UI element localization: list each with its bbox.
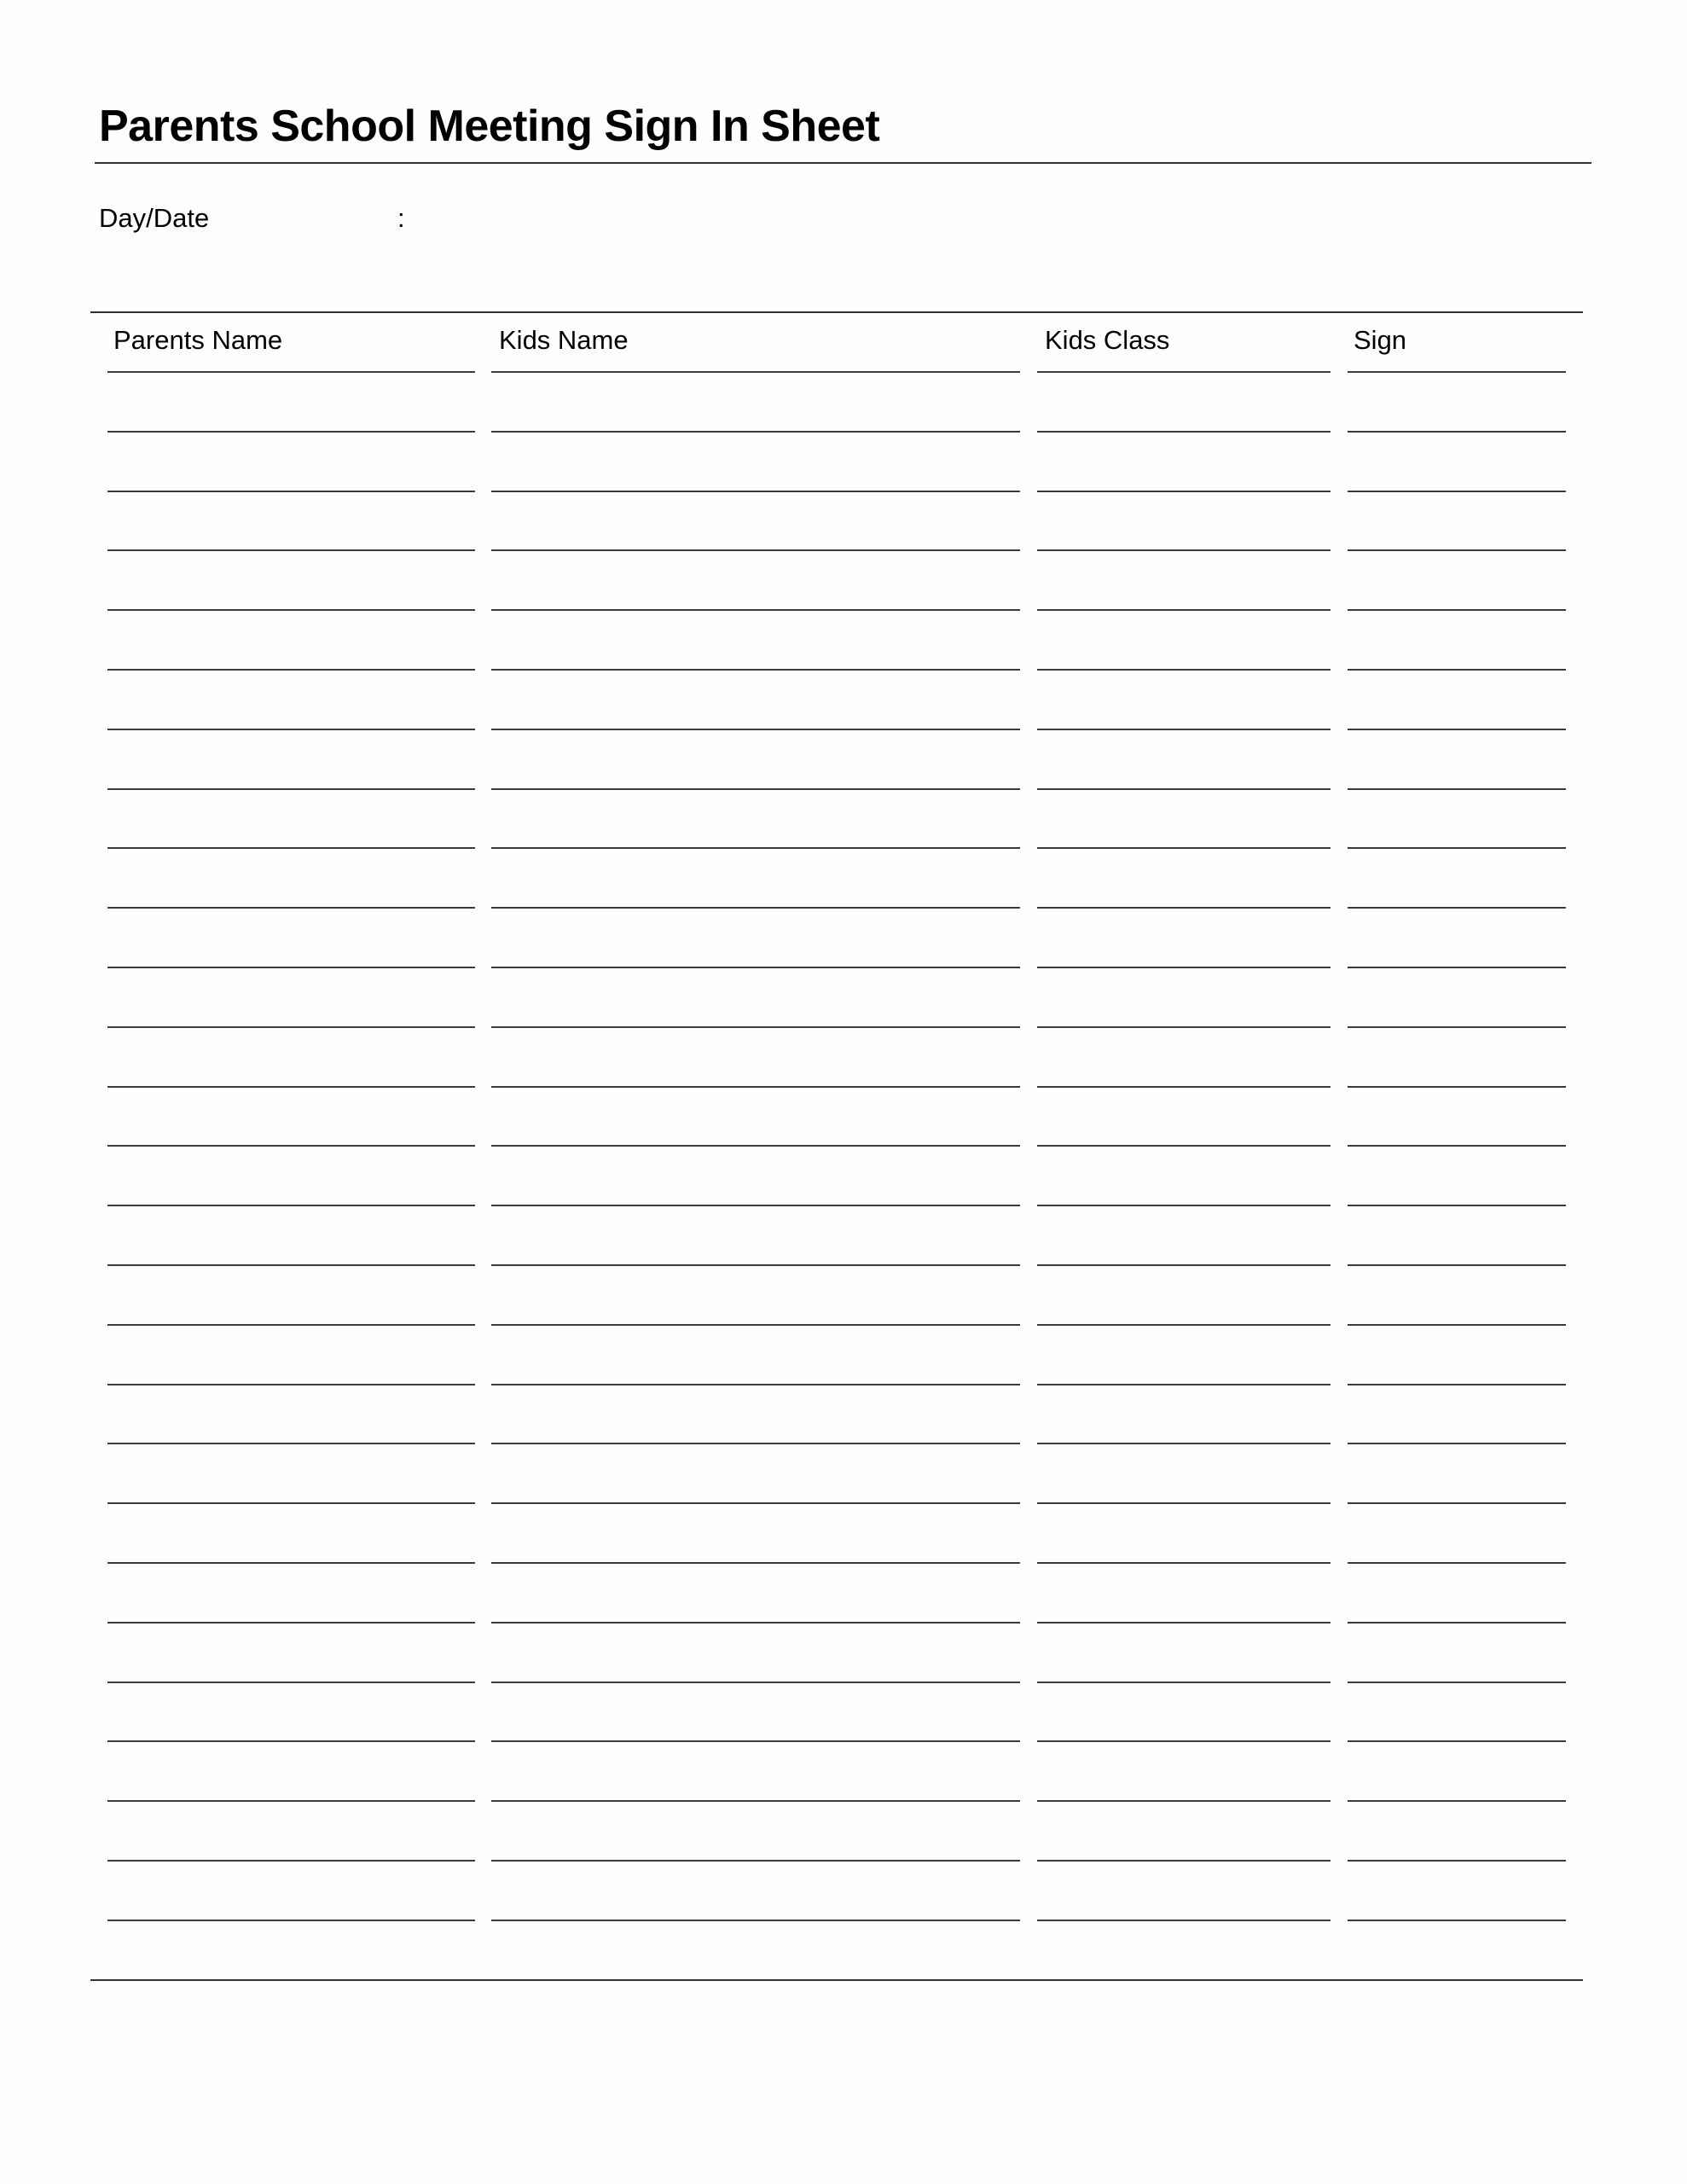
entry-field-kids-name[interactable] xyxy=(491,788,1020,790)
entry-field-sign[interactable] xyxy=(1348,1384,1566,1385)
entry-field-parents-name[interactable] xyxy=(107,1324,475,1326)
entry-field-kids-name[interactable] xyxy=(491,1205,1020,1206)
column-header-parents-name: Parents Name xyxy=(113,325,283,355)
entry-field-kids-class[interactable] xyxy=(1037,1145,1330,1147)
entry-field-sign[interactable] xyxy=(1348,1740,1566,1742)
entry-field-sign[interactable] xyxy=(1348,847,1566,849)
date-separator: : xyxy=(397,203,405,233)
entry-field-kids-name[interactable] xyxy=(491,847,1020,849)
entry-field-kids-name[interactable] xyxy=(491,491,1020,492)
entry-field-parents-name[interactable] xyxy=(107,1264,475,1266)
entry-field-kids-class[interactable] xyxy=(1037,431,1330,433)
date-label: Day/Date xyxy=(99,203,210,233)
entry-field-kids-class[interactable] xyxy=(1037,1860,1330,1862)
entry-field-kids-class[interactable] xyxy=(1037,967,1330,968)
date-field[interactable] xyxy=(426,203,938,237)
entry-field-kids-name[interactable] xyxy=(491,1086,1020,1088)
entry-field-parents-name[interactable] xyxy=(107,549,475,551)
entry-field-kids-class[interactable] xyxy=(1037,788,1330,790)
entry-field-parents-name[interactable] xyxy=(107,1682,475,1683)
entry-field-parents-name[interactable] xyxy=(107,729,475,730)
entry-field-kids-class[interactable] xyxy=(1037,1264,1330,1266)
entry-field-parents-name[interactable] xyxy=(107,1622,475,1623)
entry-field-kids-class[interactable] xyxy=(1037,1026,1330,1028)
entry-field-kids-name[interactable] xyxy=(491,1682,1020,1683)
entry-field-parents-name[interactable] xyxy=(107,1145,475,1147)
entry-field-kids-class[interactable] xyxy=(1037,609,1330,611)
entry-field-kids-name[interactable] xyxy=(491,669,1020,671)
entry-field-parents-name[interactable] xyxy=(107,1384,475,1385)
entry-field-parents-name[interactable] xyxy=(107,1800,475,1802)
page-title: Parents School Meeting Sign In Sheet xyxy=(99,102,880,151)
entry-field-parents-name[interactable] xyxy=(107,1740,475,1742)
entry-field-parents-name[interactable] xyxy=(107,431,475,433)
entry-field-kids-name[interactable] xyxy=(491,1622,1020,1623)
entry-field-sign[interactable] xyxy=(1348,1860,1566,1862)
entry-field-parents-name[interactable] xyxy=(107,1443,475,1444)
entry-field-parents-name[interactable] xyxy=(107,1086,475,1088)
entry-field-kids-name[interactable] xyxy=(491,907,1020,909)
entry-field-sign[interactable] xyxy=(1348,1145,1566,1147)
entry-field-sign[interactable] xyxy=(1348,1443,1566,1444)
entry-field-kids-name[interactable] xyxy=(491,1145,1020,1147)
column-header-kids-name: Kids Name xyxy=(499,325,629,355)
entry-field-kids-class[interactable] xyxy=(1037,729,1330,730)
title-rule xyxy=(95,162,1591,164)
entry-field-sign[interactable] xyxy=(1348,1800,1566,1802)
entry-field-kids-class[interactable] xyxy=(1037,1920,1330,1921)
entry-field-kids-name[interactable] xyxy=(491,1502,1020,1504)
entry-field-kids-class[interactable] xyxy=(1037,1086,1330,1088)
entry-field-kids-name[interactable] xyxy=(491,431,1020,433)
entry-field-kids-name[interactable] xyxy=(491,1562,1020,1564)
entry-field-kids-name[interactable] xyxy=(491,609,1020,611)
entry-field-sign[interactable] xyxy=(1348,729,1566,730)
entry-field-sign[interactable] xyxy=(1348,788,1566,790)
entry-field-parents-name[interactable] xyxy=(107,1562,475,1564)
entry-field-kids-name[interactable] xyxy=(491,1264,1020,1266)
entry-field-parents-name[interactable] xyxy=(107,1502,475,1504)
header-underline-parents-name xyxy=(107,371,475,373)
entry-field-kids-class[interactable] xyxy=(1037,1622,1330,1623)
entry-field-kids-name[interactable] xyxy=(491,1740,1020,1742)
entry-field-sign[interactable] xyxy=(1348,1264,1566,1266)
entry-field-kids-name[interactable] xyxy=(491,1920,1020,1921)
header-underline-kids-class xyxy=(1037,371,1330,373)
entry-field-kids-name[interactable] xyxy=(491,1443,1020,1444)
entry-field-sign[interactable] xyxy=(1348,1086,1566,1088)
entry-field-kids-class[interactable] xyxy=(1037,669,1330,671)
table-top-rule xyxy=(90,311,1583,313)
entry-field-parents-name[interactable] xyxy=(107,491,475,492)
entry-field-sign[interactable] xyxy=(1348,1682,1566,1683)
entry-field-parents-name[interactable] xyxy=(107,1920,475,1921)
entry-field-kids-class[interactable] xyxy=(1037,1205,1330,1206)
entry-field-kids-class[interactable] xyxy=(1037,1502,1330,1504)
entry-field-kids-class[interactable] xyxy=(1037,907,1330,909)
entry-field-parents-name[interactable] xyxy=(107,1860,475,1862)
entry-field-kids-name[interactable] xyxy=(491,967,1020,968)
table-bottom-rule xyxy=(90,1979,1583,1981)
entry-field-kids-name[interactable] xyxy=(491,1860,1020,1862)
entry-field-sign[interactable] xyxy=(1348,1205,1566,1206)
entry-field-parents-name[interactable] xyxy=(107,967,475,968)
entry-field-kids-class[interactable] xyxy=(1037,491,1330,492)
entry-field-parents-name[interactable] xyxy=(107,847,475,849)
entry-field-kids-name[interactable] xyxy=(491,1324,1020,1326)
header-underline-kids-name xyxy=(491,371,1020,373)
entry-field-kids-name[interactable] xyxy=(491,1800,1020,1802)
entry-field-sign[interactable] xyxy=(1348,1026,1566,1028)
entry-field-sign[interactable] xyxy=(1348,491,1566,492)
column-header-kids-class: Kids Class xyxy=(1045,325,1170,355)
entry-field-kids-class[interactable] xyxy=(1037,549,1330,551)
entry-field-kids-class[interactable] xyxy=(1037,1740,1330,1742)
entry-field-sign[interactable] xyxy=(1348,1502,1566,1504)
entry-field-kids-name[interactable] xyxy=(491,549,1020,551)
entry-field-kids-class[interactable] xyxy=(1037,1384,1330,1385)
entry-field-kids-class[interactable] xyxy=(1037,1562,1330,1564)
entry-field-sign[interactable] xyxy=(1348,1562,1566,1564)
entry-field-parents-name[interactable] xyxy=(107,609,475,611)
entry-field-kids-name[interactable] xyxy=(491,1026,1020,1028)
entry-field-sign[interactable] xyxy=(1348,669,1566,671)
entry-field-sign[interactable] xyxy=(1348,431,1566,433)
entry-field-sign[interactable] xyxy=(1348,1622,1566,1623)
entry-field-sign[interactable] xyxy=(1348,907,1566,909)
entry-field-sign[interactable] xyxy=(1348,967,1566,968)
entry-field-sign[interactable] xyxy=(1348,1324,1566,1326)
entry-field-kids-class[interactable] xyxy=(1037,847,1330,849)
entry-field-kids-name[interactable] xyxy=(491,729,1020,730)
entry-field-kids-name[interactable] xyxy=(491,1384,1020,1385)
entry-field-parents-name[interactable] xyxy=(107,907,475,909)
entry-field-sign[interactable] xyxy=(1348,609,1566,611)
entry-field-parents-name[interactable] xyxy=(107,669,475,671)
entry-field-parents-name[interactable] xyxy=(107,1026,475,1028)
entry-field-kids-class[interactable] xyxy=(1037,1324,1330,1326)
entry-field-sign[interactable] xyxy=(1348,549,1566,551)
entry-field-kids-class[interactable] xyxy=(1037,1682,1330,1683)
entry-field-kids-class[interactable] xyxy=(1037,1800,1330,1802)
entry-field-parents-name[interactable] xyxy=(107,788,475,790)
column-header-sign: Sign xyxy=(1354,325,1407,355)
entry-field-sign[interactable] xyxy=(1348,1920,1566,1921)
header-underline-sign xyxy=(1348,371,1566,373)
entry-field-kids-class[interactable] xyxy=(1037,1443,1330,1444)
entry-field-parents-name[interactable] xyxy=(107,1205,475,1206)
